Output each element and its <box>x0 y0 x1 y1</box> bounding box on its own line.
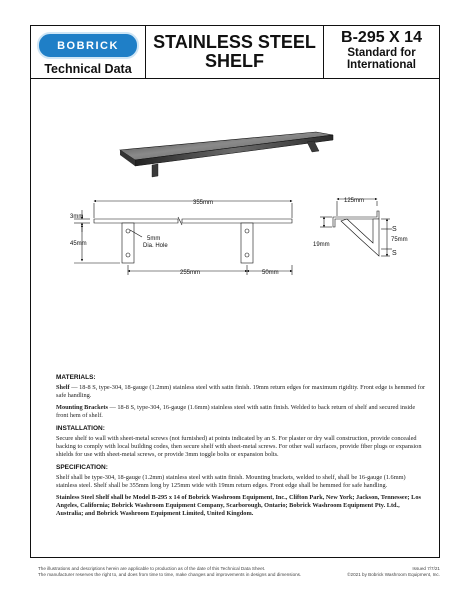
materials-brackets <box>56 404 426 420</box>
screw-point-bottom: S <box>392 250 397 257</box>
brackets-text: — 18-8 S, type-304, 16-gauge (1.6mm) stainless steel with satin finish. Welded to back return of shelf and secured inside front hem of shelf. <box>56 404 416 419</box>
title-box <box>146 25 324 79</box>
hole-label: Dia. Hole <box>143 243 168 249</box>
side-elevation <box>320 199 392 256</box>
specification-text: Shelf shall be type-304, 18-gauge (1.2mm) stainless steel with satin finish. Mounting brackets, welded to shelf, shall be 16-gauge (1.6mm) stainless steel. Shelf shall be 355mm long by 125mm wide with 19mm return edges. Front edge shall be hemmed for safe handling. <box>56 474 406 489</box>
shelf-text: — 18-8 S, type-304, 18-gauge (1.2mm) stainless steel with satin finish. 19mm return edges for maximum rigidity. Front edge is hemmed for safe handling. <box>56 384 426 399</box>
title-line-1: STAINLESS STEEL <box>153 32 316 52</box>
dim-45: 45mm <box>70 241 87 247</box>
dim-125: 125mm <box>344 198 365 204</box>
dim-19: 19mm <box>313 242 330 248</box>
footer-copyright: ©2021 by Bobrick Washroom Equipment, Inc. <box>347 572 440 577</box>
footer-issued: Issued 7/7/21 <box>412 566 440 571</box>
screw-point-top: S <box>392 226 397 233</box>
hole-size: 5mm <box>147 236 161 242</box>
product-drawings <box>30 79 440 374</box>
materials-shelf <box>56 384 426 400</box>
footer-left-line-2: The manufacturer reserves the right to, and does from time to time, make changes and improvements in designs and dimensions. <box>38 572 302 577</box>
header <box>30 25 440 79</box>
shelf-photo <box>120 132 333 177</box>
dim-3: 3mm <box>70 214 84 220</box>
model-number: B-295 X 14 <box>341 29 422 46</box>
dim-50: 50mm <box>262 270 279 276</box>
doc-type-label: Technical Data <box>44 62 132 76</box>
model-box <box>324 25 440 79</box>
specification-heading: SPECIFICATION: <box>56 464 108 471</box>
model-sub-1: Standard for <box>347 47 416 59</box>
footer <box>38 566 440 578</box>
brackets-label: Mounting Brackets <box>56 404 108 411</box>
bobrick-logo: BOBRICK <box>37 32 139 59</box>
installation-text: Secure shelf to wall with sheet-metal screws (not furnished) at points indicated by an S. For plaster or dry wall construction, provide concealed backing to comply with local building codes, then secure shelf with sheet-metal screws. For other wall surfaces, provide fiber plugs or expansion shields for use with sheet-metal screws, or provide 3mm toggle bolts or expansion bolts. <box>56 435 422 458</box>
dim-255: 255mm <box>180 270 201 276</box>
text-content <box>56 374 426 522</box>
dim-355: 355mm <box>193 200 214 206</box>
footer-left <box>38 566 301 578</box>
shelf-label: Shelf <box>56 384 70 391</box>
front-elevation <box>74 201 292 275</box>
logo-box <box>30 25 146 79</box>
footer-right <box>347 566 440 578</box>
footer-left-line-1: The illustrations and descriptions herein are applicable to production as of the date of this Technical Data Sheet. <box>38 566 266 571</box>
specification-bold-text: Stainless Steel Shelf shall be Model B-295 x 14 of Bobrick Washroom Equipment, Inc., Clifton Park, New York; Jackson, Tennessee; Los Angeles, California; Bobrick Washroom Equipment Company, Scarborough, Ontario; Bobrick Washroom Equipment Pty. Ltd., Australia; and Bobrick Washroom Equipment Limited, United Kingdom. <box>56 494 421 517</box>
installation-heading: INSTALLATION: <box>56 425 105 432</box>
dim-75: 75mm <box>391 237 408 243</box>
title-line-2: SHELF <box>204 51 264 71</box>
model-sub-2: International <box>346 59 416 71</box>
materials-heading: MATERIALS: <box>56 374 96 381</box>
